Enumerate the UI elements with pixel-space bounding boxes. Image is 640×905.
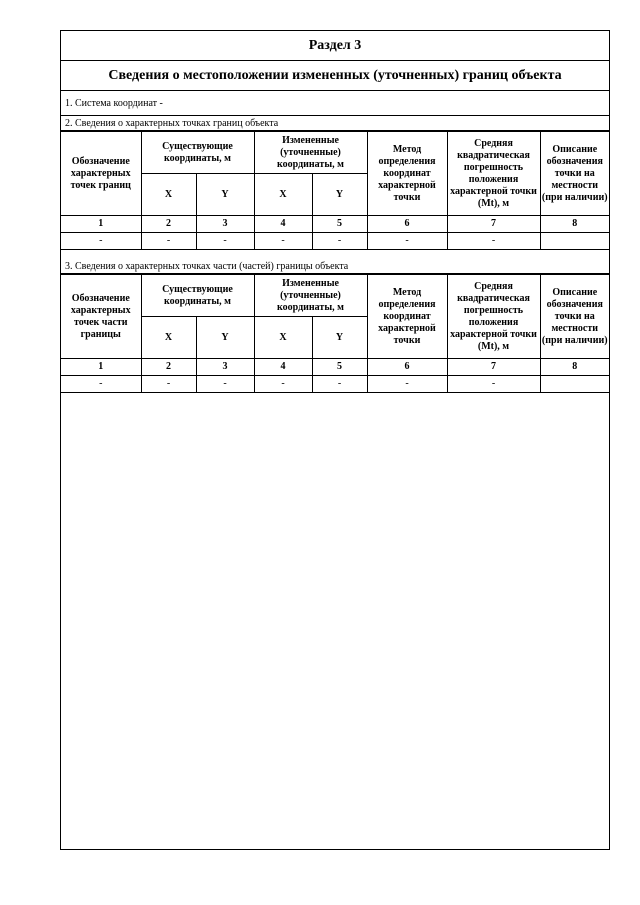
column-number: 8 — [540, 216, 609, 233]
header-description: Описание обозначения точки на местности (при наличии) — [540, 275, 609, 359]
table-cell: - — [196, 233, 254, 250]
axis-y-changed: Y — [312, 174, 367, 216]
boundary-part-points-table — [61, 274, 609, 393]
boundary-points-table — [61, 131, 609, 250]
table-cell: - — [61, 233, 141, 250]
column-number: 3 — [196, 216, 254, 233]
column-number: 1 — [61, 216, 141, 233]
table-cell: - — [367, 376, 447, 393]
column-number: 1 — [61, 359, 141, 376]
header-changed-coords: Измененные (уточненные) координаты, м — [254, 275, 367, 317]
axis-y-existing: Y — [196, 174, 254, 216]
table-row — [61, 233, 609, 250]
table1-caption: 2. Сведения о характерных точках границ объекта — [61, 116, 609, 131]
header-method: Метод определения координат характерной точки — [367, 132, 447, 216]
axis-y-existing: Y — [196, 317, 254, 359]
header-description: Описание обозначения точки на местности (при наличии) — [540, 132, 609, 216]
header-error: Средняя квадратическая погрешность положения характерной точки (Mt), м — [447, 275, 540, 359]
header-designation: Обозначение характерных точек границ — [61, 132, 141, 216]
column-number: 2 — [141, 216, 196, 233]
column-number: 7 — [447, 216, 540, 233]
header-existing-coords: Существующие координаты, м — [141, 275, 254, 317]
column-number: 5 — [312, 216, 367, 233]
table-cell: - — [254, 233, 312, 250]
table-cell — [540, 233, 609, 250]
axis-x-changed: X — [254, 317, 312, 359]
column-number: 6 — [367, 216, 447, 233]
table-cell: - — [196, 376, 254, 393]
column-number: 5 — [312, 359, 367, 376]
table-cell: - — [447, 376, 540, 393]
table-cell: - — [447, 233, 540, 250]
axis-y-changed: Y — [312, 317, 367, 359]
document-frame — [60, 30, 610, 850]
table-cell: - — [312, 233, 367, 250]
header-changed-coords: Измененные (уточненные) координаты, м — [254, 132, 367, 174]
axis-x-changed: X — [254, 174, 312, 216]
table-cell — [540, 376, 609, 393]
column-number: 6 — [367, 359, 447, 376]
table-cell: - — [254, 376, 312, 393]
column-numbers-row — [61, 216, 609, 233]
header-method: Метод определения координат характерной точки — [367, 275, 447, 359]
header-designation: Обозначение характерных точек части границы — [61, 275, 141, 359]
axis-x-existing: X — [141, 317, 196, 359]
table-cell: - — [367, 233, 447, 250]
header-existing-coords: Существующие координаты, м — [141, 132, 254, 174]
table-cell: - — [141, 376, 196, 393]
column-number: 3 — [196, 359, 254, 376]
table2-caption: 3. Сведения о характерных точках части (частей) границы объекта — [61, 259, 609, 274]
table-row — [61, 376, 609, 393]
table-cell: - — [141, 233, 196, 250]
header-error: Средняя квадратическая погрешность положения характерной точки (Mt), м — [447, 132, 540, 216]
table-cell: - — [312, 376, 367, 393]
column-number: 4 — [254, 216, 312, 233]
section-subtitle: Сведения о местоположении измененных (уточненных) границ объекта — [61, 61, 609, 91]
table-cell: - — [61, 376, 141, 393]
column-number: 2 — [141, 359, 196, 376]
section-title: Раздел 3 — [61, 31, 609, 61]
column-number: 8 — [540, 359, 609, 376]
column-numbers-row — [61, 359, 609, 376]
coordinate-system-line: 1. Система координат - — [61, 91, 609, 116]
column-number: 4 — [254, 359, 312, 376]
column-number: 7 — [447, 359, 540, 376]
axis-x-existing: X — [141, 174, 196, 216]
